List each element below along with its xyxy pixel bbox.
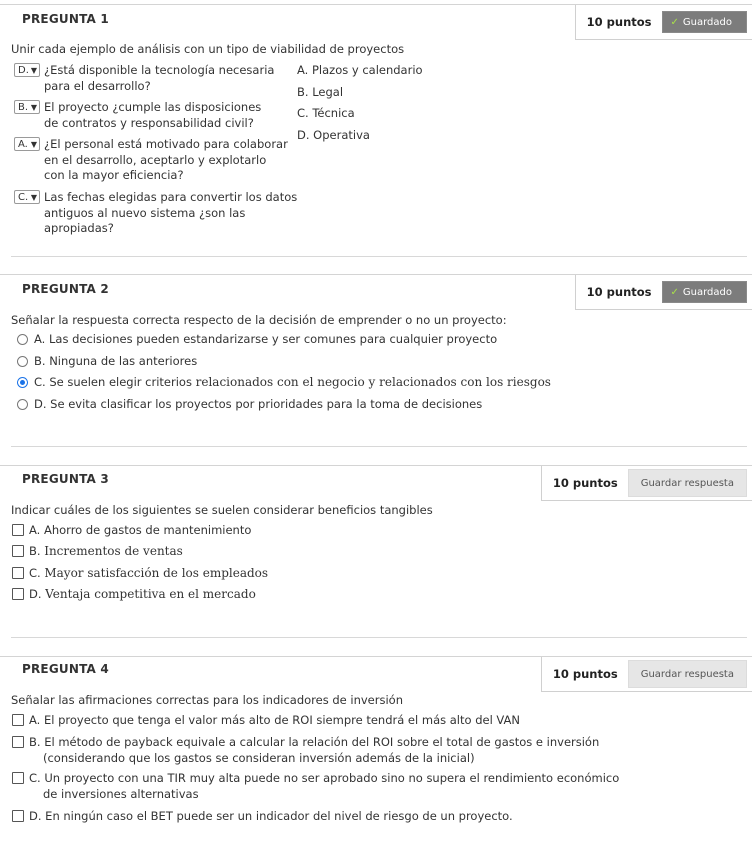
match-item bbox=[14, 190, 299, 237]
checkbox[interactable] bbox=[12, 588, 24, 600]
answer-select[interactable] bbox=[14, 137, 40, 151]
checkbox-option[interactable] bbox=[12, 771, 619, 802]
question-3 bbox=[0, 461, 752, 646]
match-item-text: Las fechas elegidas para convertir los datos antiguos al nuevo sistema ¿son las apropiadas? bbox=[44, 190, 298, 235]
checkbox-option[interactable] bbox=[12, 587, 256, 603]
radio-button[interactable] bbox=[17, 334, 28, 345]
select-value: D. bbox=[18, 64, 29, 76]
checkbox-option[interactable] bbox=[12, 809, 513, 825]
answer-select[interactable] bbox=[14, 100, 40, 114]
points-label: 10 puntos bbox=[586, 15, 652, 29]
checkbox[interactable] bbox=[12, 714, 24, 726]
option-text: En ningún caso el BET puede ser un indicador del nivel de riesgo de un proyecto. bbox=[45, 809, 513, 823]
option-text: Las decisiones pueden estandarizarse y ser comunes para cualquier proyecto bbox=[48, 332, 498, 346]
answer-option: D. Operativa bbox=[297, 128, 370, 142]
option-text-continued: de inversiones alternativas bbox=[43, 786, 199, 801]
option-text: Se evita clasificar los proyectos por prioridades para la toma de decisiones bbox=[50, 397, 483, 411]
points-label: 10 puntos bbox=[552, 667, 618, 681]
question-bottom-divider bbox=[11, 446, 747, 447]
option-text: Incrementos de ventas bbox=[44, 544, 183, 558]
question-bottom-divider bbox=[11, 637, 747, 638]
checkbox[interactable] bbox=[12, 772, 24, 784]
points-box bbox=[541, 466, 752, 501]
option-text-continued: (considerando que los gastos se consideran inversión además de la inicial) bbox=[43, 750, 475, 765]
checkbox[interactable] bbox=[12, 567, 24, 579]
checkbox-option[interactable] bbox=[12, 713, 520, 729]
option-prefix: C. bbox=[34, 375, 46, 389]
radio-option[interactable] bbox=[14, 375, 551, 391]
option-prefix: A. bbox=[29, 523, 41, 537]
chevron-down-icon: ▼ bbox=[30, 192, 37, 202]
question-title: PREGUNTA 4 bbox=[22, 662, 109, 676]
option-text: Se suelen elegir criterios bbox=[49, 375, 192, 389]
option-text: Ninguna de las anteriores bbox=[49, 354, 198, 368]
question-bottom-divider bbox=[11, 256, 747, 257]
saved-status-label: Guardado bbox=[682, 286, 732, 298]
chevron-down-icon: ▼ bbox=[30, 65, 37, 75]
match-item bbox=[14, 63, 299, 94]
option-prefix: B. bbox=[29, 544, 41, 558]
radio-option[interactable] bbox=[14, 332, 497, 348]
saved-status-button[interactable] bbox=[662, 281, 747, 303]
select-value: C. bbox=[18, 191, 29, 203]
option-prefix: B. bbox=[29, 735, 41, 749]
checkbox[interactable] bbox=[12, 524, 24, 536]
option-text-serif: relacionados con el negocio y relacionados con los riesgos bbox=[195, 375, 551, 389]
check-icon: ✓ bbox=[670, 286, 679, 298]
answer-option: B. Legal bbox=[297, 85, 344, 99]
question-prompt: Señalar la respuesta correcta respecto de la decisión de emprender o no un proyecto: bbox=[11, 313, 507, 327]
checkbox-option[interactable] bbox=[12, 544, 183, 560]
question-prompt: Unir cada ejemplo de análisis con un tipo de viabilidad de proyectos bbox=[11, 42, 405, 56]
question-title: PREGUNTA 1 bbox=[22, 12, 109, 26]
option-text: El proyecto que tenga el valor más alto de ROI siempre tendrá el más alto del VAN bbox=[43, 713, 521, 727]
match-item bbox=[14, 137, 289, 184]
option-prefix: B. bbox=[34, 354, 46, 368]
points-box bbox=[575, 5, 752, 40]
radio-button[interactable] bbox=[17, 399, 28, 410]
option-prefix: C. bbox=[29, 771, 41, 785]
checkbox[interactable] bbox=[12, 545, 24, 557]
chevron-down-icon: ▼ bbox=[30, 102, 37, 112]
match-item-text: El proyecto ¿cumple las disposiciones de contratos y responsabilidad civil? bbox=[44, 100, 262, 130]
save-answer-button[interactable]: Guardar respuesta bbox=[628, 469, 747, 497]
option-text: Un proyecto con una TIR muy alta puede no ser aprobado sino no supera el rendimiento económico bbox=[44, 771, 620, 785]
points-label: 10 puntos bbox=[552, 476, 618, 490]
checkbox-option[interactable] bbox=[12, 566, 268, 582]
option-text: Mayor satisfacción de los empleados bbox=[44, 566, 269, 580]
checkbox-option[interactable] bbox=[12, 735, 599, 766]
save-answer-button[interactable]: Guardar respuesta bbox=[628, 660, 747, 688]
option-prefix: A. bbox=[29, 713, 41, 727]
points-box bbox=[541, 657, 752, 692]
saved-status-button[interactable] bbox=[662, 11, 747, 33]
option-prefix: D. bbox=[34, 397, 47, 411]
checkbox-option[interactable] bbox=[12, 523, 251, 539]
radio-option[interactable] bbox=[14, 397, 482, 413]
question-title: PREGUNTA 3 bbox=[22, 472, 109, 486]
points-box bbox=[575, 275, 752, 310]
option-prefix: C. bbox=[29, 566, 41, 580]
match-item-text: ¿El personal está motivado para colaborar en el desarrollo, aceptarlo y explotarlo con la mayor eficiencia? bbox=[44, 137, 288, 182]
radio-option[interactable] bbox=[14, 354, 197, 370]
question-1 bbox=[0, 0, 752, 260]
radio-button[interactable] bbox=[17, 356, 28, 367]
answer-select[interactable] bbox=[14, 63, 40, 77]
question-4 bbox=[0, 652, 752, 848]
question-prompt: Indicar cuáles de los siguientes se suelen considerar beneficios tangibles bbox=[11, 503, 433, 517]
option-prefix: D. bbox=[29, 587, 42, 601]
question-prompt: Señalar las afirmaciones correctas para los indicadores de inversión bbox=[11, 693, 403, 707]
option-text: El método de payback equivale a calcular la relación del ROI sobre el total de gastos e inversión bbox=[44, 735, 600, 749]
match-item bbox=[14, 100, 272, 131]
question-title: PREGUNTA 2 bbox=[22, 282, 109, 296]
option-prefix: A. bbox=[34, 332, 46, 346]
answer-option: A. Plazos y calendario bbox=[297, 63, 423, 77]
question-2 bbox=[0, 270, 752, 450]
chevron-down-icon: ▼ bbox=[30, 139, 37, 149]
checkbox[interactable] bbox=[12, 810, 24, 822]
check-icon: ✓ bbox=[670, 16, 679, 28]
answer-option: C. Técnica bbox=[297, 106, 355, 120]
radio-button-selected[interactable] bbox=[17, 377, 28, 388]
select-value: A. bbox=[18, 138, 28, 150]
option-text: Ahorro de gastos de mantenimiento bbox=[43, 523, 252, 537]
saved-status-label: Guardado bbox=[682, 16, 732, 28]
checkbox[interactable] bbox=[12, 736, 24, 748]
option-prefix: D. bbox=[29, 809, 42, 823]
select-value: B. bbox=[18, 101, 29, 113]
match-item-text: ¿Está disponible la tecnología necesaria para el desarrollo? bbox=[44, 63, 275, 93]
option-text: Ventaja competitiva en el mercado bbox=[45, 587, 256, 601]
answer-select[interactable] bbox=[14, 190, 40, 204]
points-label: 10 puntos bbox=[586, 285, 652, 299]
